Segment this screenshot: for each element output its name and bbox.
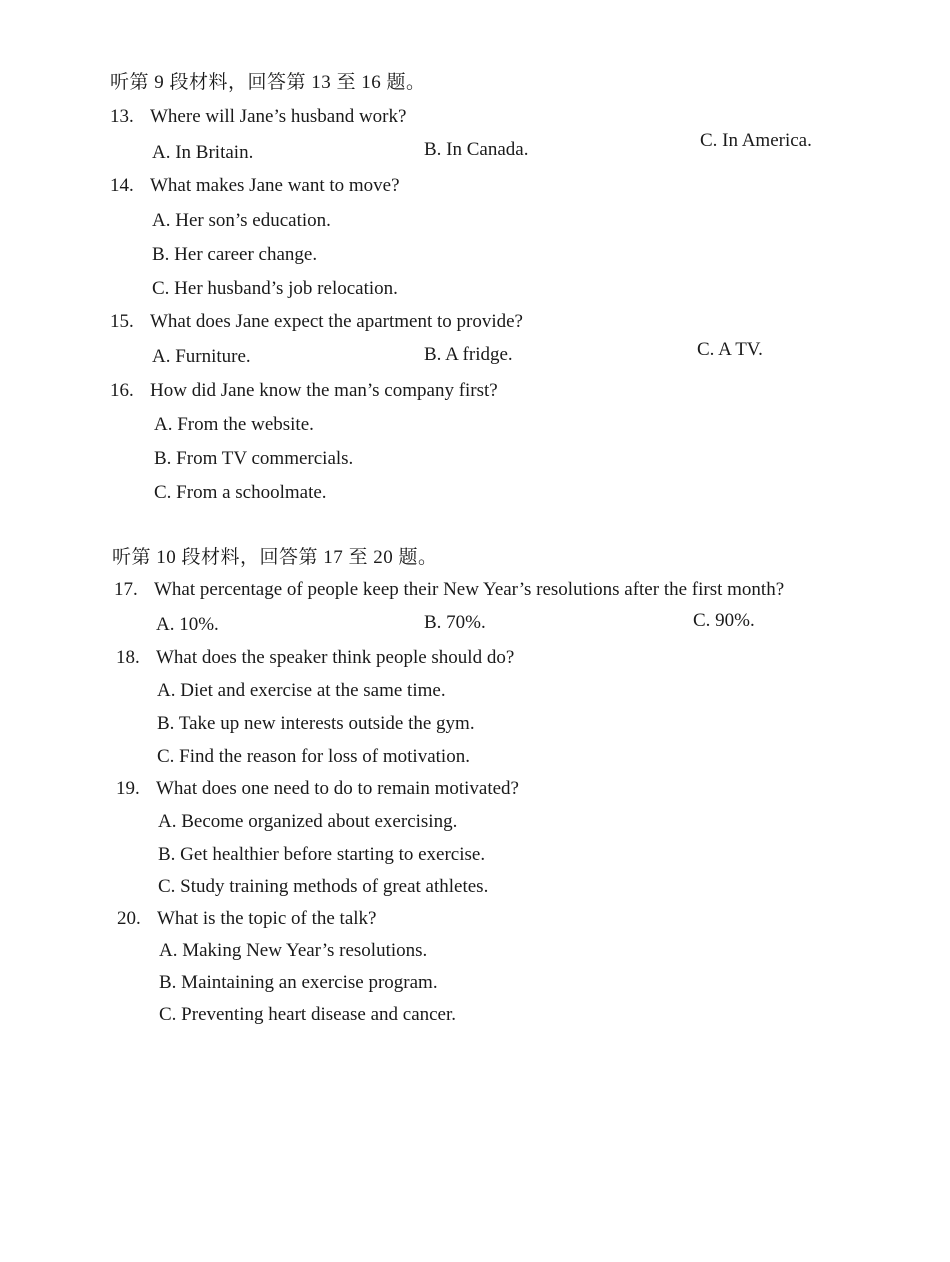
option-a: A. 10%.	[156, 614, 219, 635]
question-text: What makes Jane want to move?	[150, 175, 400, 196]
question-text: What does one need to do to remain motivated?	[156, 778, 519, 799]
option-b: B. From TV commercials.	[154, 448, 354, 469]
option-c: C. 90%.	[693, 610, 755, 631]
option-a: A. Become organized about exercising.	[158, 811, 458, 832]
option-a: A. Her son’s education.	[152, 210, 331, 231]
question-number: 13.	[110, 106, 134, 127]
option-c: C. Find the reason for loss of motivation.	[157, 746, 470, 767]
option-a: A. In Britain.	[152, 142, 254, 163]
question-number: 19.	[116, 778, 140, 799]
question-number: 14.	[110, 175, 134, 196]
option-a: A. Furniture.	[152, 346, 251, 367]
option-c: C. A TV.	[697, 339, 763, 360]
question-text: What does Jane expect the apartment to provide?	[150, 311, 523, 332]
option-b: B. In Canada.	[424, 139, 529, 160]
question-20	[117, 908, 376, 930]
option-c: C. From a schoolmate.	[154, 482, 327, 503]
question-14	[110, 175, 400, 197]
question-19	[116, 778, 519, 800]
question-16	[110, 380, 498, 402]
question-text: Where will Jane’s husband work?	[150, 106, 407, 127]
option-b: B. 70%.	[424, 612, 486, 633]
option-c: C. In America.	[700, 130, 812, 151]
option-b: B. A fridge.	[424, 344, 513, 365]
question-text: What does the speaker think people should do?	[156, 647, 515, 668]
question-text: What is the topic of the talk?	[157, 908, 377, 929]
option-a: A. Diet and exercise at the same time.	[157, 680, 446, 701]
question-15	[110, 311, 523, 333]
option-c: C. Her husband’s job relocation.	[152, 278, 398, 299]
question-13	[110, 106, 406, 128]
option-b: B. Maintaining an exercise program.	[159, 972, 438, 993]
option-c: C. Preventing heart disease and cancer.	[159, 1004, 457, 1025]
question-number: 15.	[110, 311, 134, 332]
option-b: B. Her career change.	[152, 244, 318, 265]
option-a: A. Making New Year’s resolutions.	[159, 940, 428, 961]
question-17	[114, 579, 784, 601]
question-number: 20.	[117, 908, 141, 929]
option-c: C. Study training methods of great athletes.	[158, 876, 489, 897]
option-b: B. Get healthier before starting to exercise.	[158, 844, 486, 865]
question-text: How did Jane know the man’s company first?	[150, 380, 498, 401]
question-number: 17.	[114, 579, 138, 600]
question-text: What percentage of people keep their New Year’s resolutions after the first month?	[154, 579, 785, 600]
question-number: 18.	[116, 647, 140, 668]
question-number: 16.	[110, 380, 134, 401]
section-heading: 听第 9 段材料，回答第 13 至 16 题。	[110, 72, 426, 93]
question-18	[116, 647, 514, 669]
option-a: A. From the website.	[154, 414, 314, 435]
option-b: B. Take up new interests outside the gym.	[157, 713, 475, 734]
section-heading: 听第 10 段材料，回答第 17 至 20 题。	[112, 547, 438, 568]
